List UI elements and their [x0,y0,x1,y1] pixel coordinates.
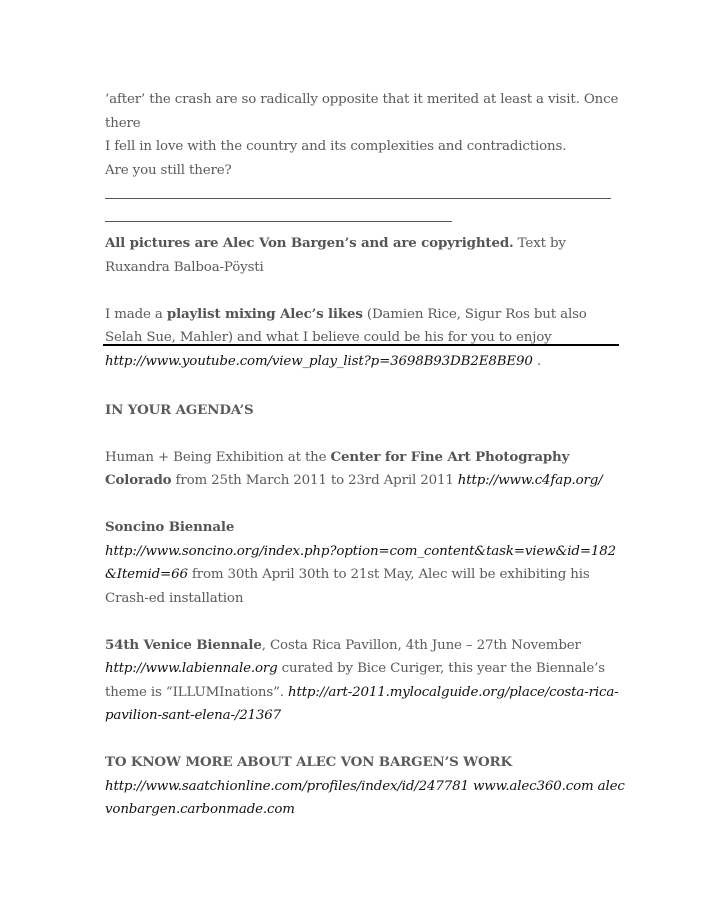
intro-line-3: Are you still there? [105,162,232,178]
saatchi-link[interactable]: http://www.saatchionline.com/profiles/index/id/247781 [105,778,469,794]
document-page [105,88,625,822]
intro-line-2: I fell in love with the country and its complexities and contradictions. [105,139,567,154]
author-credit: Text by Ruxandra Balboa-Pöysti [105,236,566,275]
event-venice [105,634,625,728]
mylocalguide-link[interactable]: http://art-2011.mylocalguide.org/place/costa-rica-pavilion-sant-elena-/21367 [105,684,619,723]
event-human-being [105,446,625,493]
event-description: curated by Bice Curiger, this year the Biennale’s theme is “ILLUMInations”. [105,661,606,700]
playlist-paragraph [105,303,625,374]
event-title: Soncino Biennale [105,519,235,535]
c4fap-link[interactable]: http://www.c4fap.org/ [457,473,603,488]
playlist-bold: playlist mixing Alec’s likes [166,305,363,322]
credits-paragraph [105,232,625,279]
event-dates: from 25th March 2011 to 23rd April 2011 [171,473,458,488]
soncino-link[interactable]: http://www.soncino.org/index.php?option=com_content&task=view&id=182&Itemid=66 [105,543,617,582]
intro-paragraph [105,88,625,182]
playlist-end: . [532,353,541,369]
event-dates: , Costa Rica Pavillon, 4th June – 27th November [261,637,581,653]
event-text: Human + Being Exhibition at the [105,449,331,465]
intro-line-1: ‘after’ the crash are so radically opposite that it merited at least a visit. Once there [105,92,619,131]
divider-line [105,198,611,199]
section-separator [103,344,619,346]
event-soncino [105,516,625,610]
agenda-heading: IN YOUR AGENDA’S [105,401,254,418]
alec360-link[interactable]: www.alec360.com [472,778,594,794]
more-info-heading: TO KNOW MORE ABOUT ALEC VON BARGEN’S WORK [105,754,513,770]
playlist-text: (Damien Rice, Sigur Ros but also Selah Sue, Mahler) and what I believe could be his for you to enjoy [105,306,587,345]
playlist-intro: I made a [105,306,167,322]
more-info-section [105,751,625,822]
labiennale-link[interactable]: http://www.labiennale.org [105,661,278,676]
divider-line-short [105,221,452,222]
event-description: from 30th April 30th to 21st May, Alec will be exhibiting his Crash-ed installation [105,567,590,606]
carbonmade-link[interactable]: alecvonbargen.carbonmade.com [105,778,625,817]
copyright-notice: All pictures are Alec Von Bargen’s and are copyrighted. [105,235,514,251]
youtube-link[interactable]: http://www.youtube.com/view_play_list?p=3698B93DB2E8BE90 [105,353,533,369]
event-title: 54th Venice Biennale [105,636,262,653]
venue-name: Center for Fine Art Photography Colorado [105,448,570,488]
